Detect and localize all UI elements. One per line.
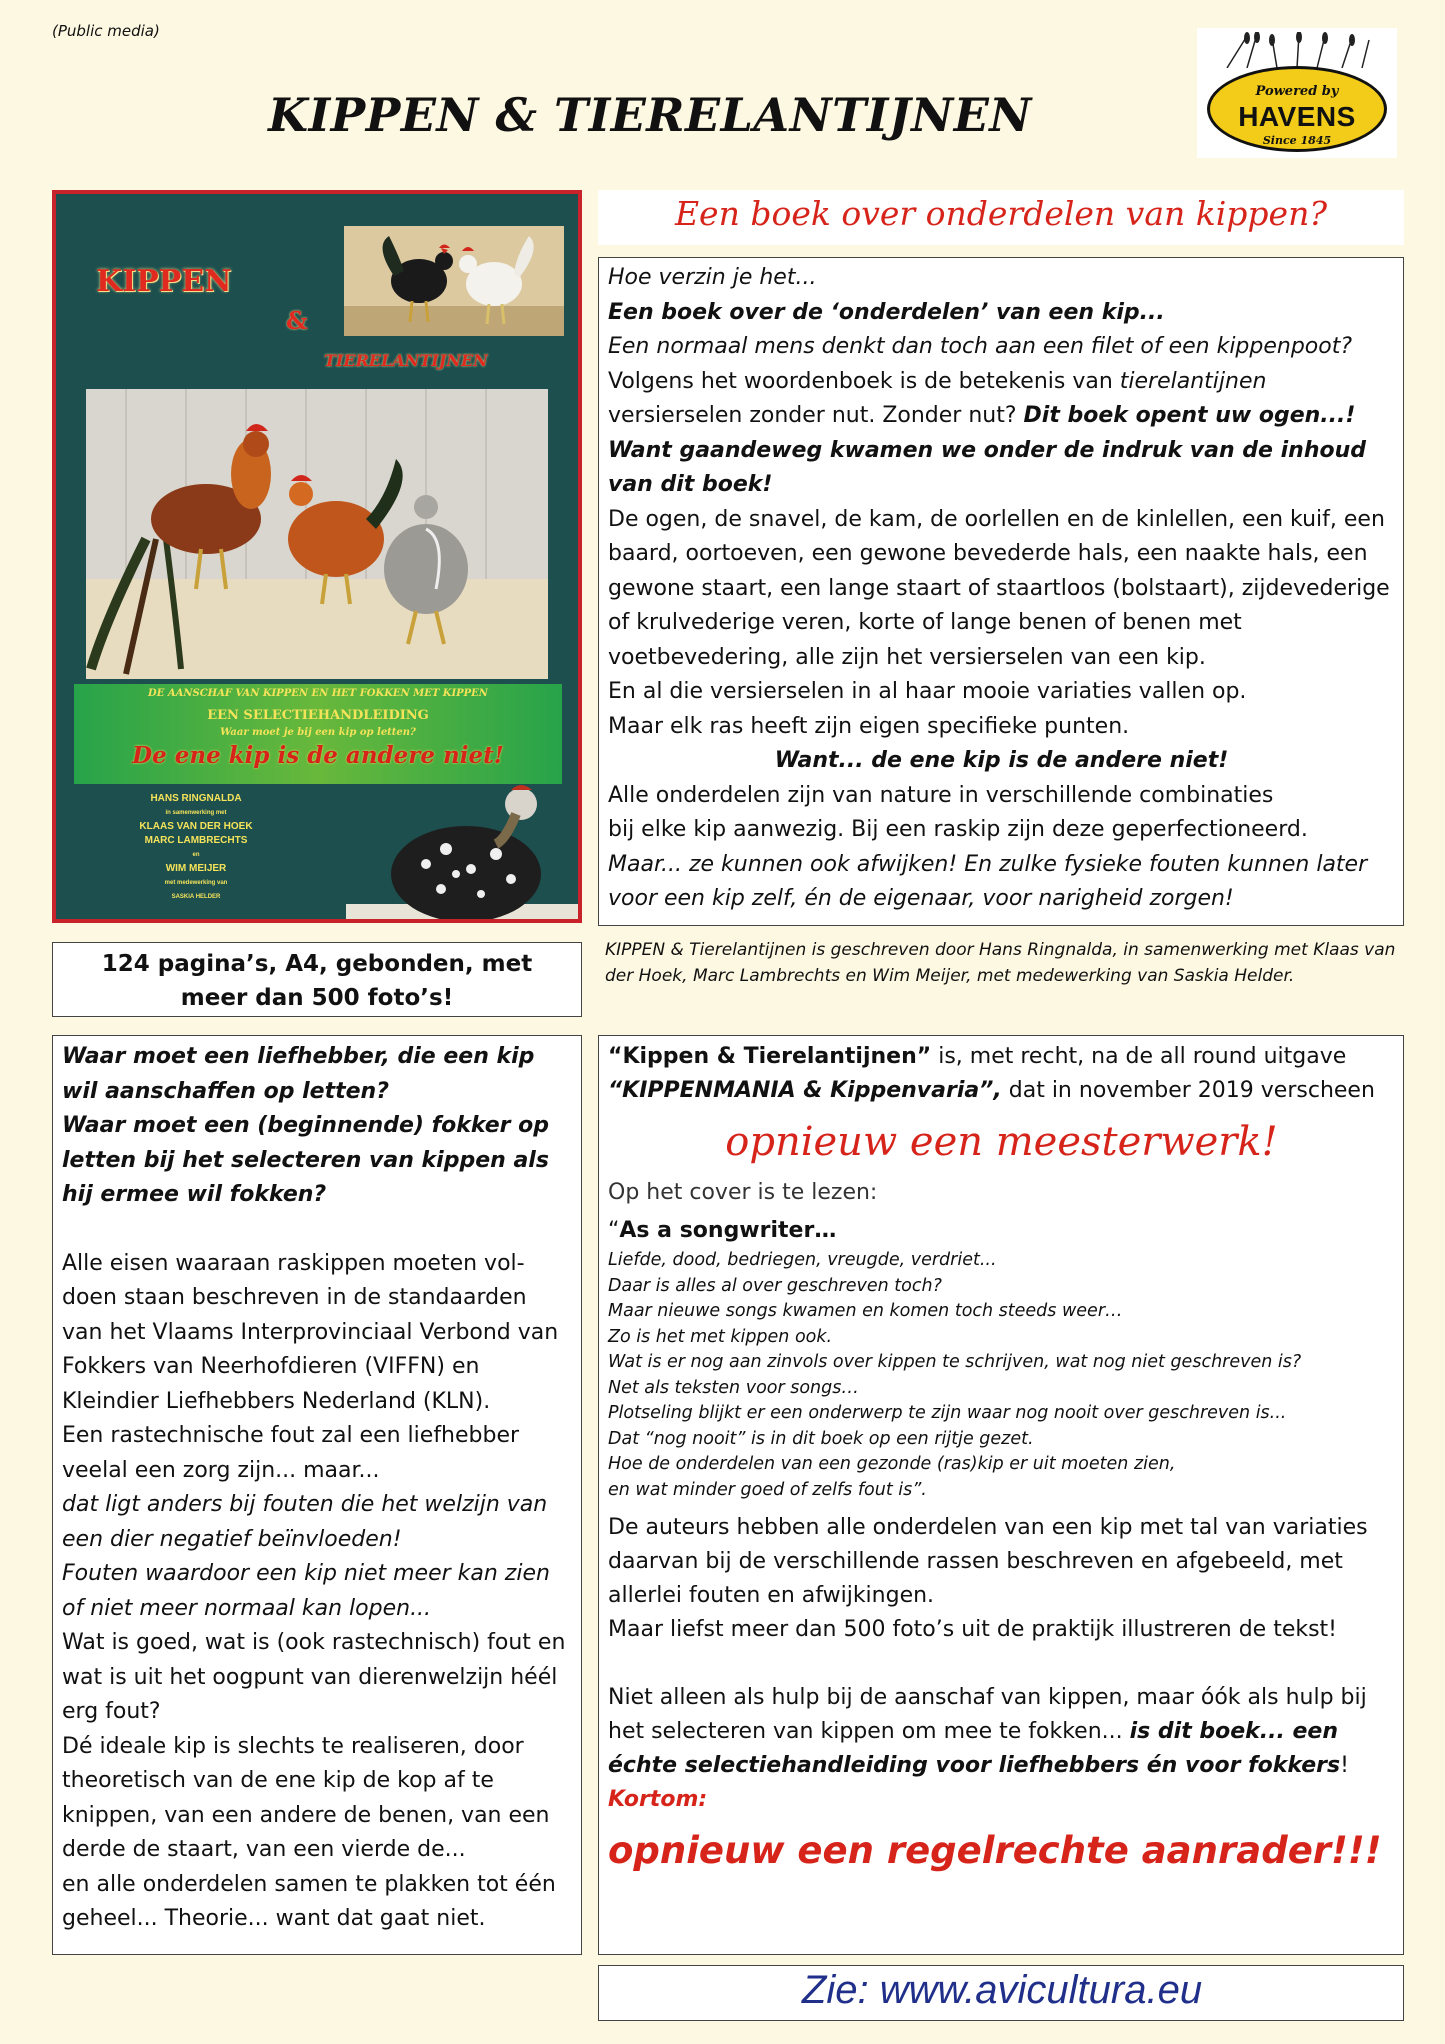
cover-author-line: met medewerking van (164, 880, 228, 886)
review-line-2b: dat in november 2019 verscheen (1001, 1078, 1375, 1103)
cover-banner-line-4: De ene kip is de andere niet! (132, 742, 504, 769)
caption-line-2: meer dan 500 foto’s! (180, 985, 454, 1011)
page-title: KIPPEN & TIERELANTIJNEN (268, 88, 1032, 142)
intro-line-3: Een normaal mens denkt dan toch aan een filet of een kippenpoot? (608, 334, 1353, 359)
cover-banner-line-2: EEN SELECTIEHANDLEIDING (207, 708, 429, 723)
question-paragraph-6: Dé ideale kip is slechts te realiseren, door theoretisch van de ene kip de kop af te knippen, van een andere de benen, van een derde de staart, van een vierde de... (62, 1733, 550, 1862)
intro-box (598, 257, 1404, 926)
song-line: Plotseling blijkt er een onderwerp te zijn waar nog nooit over geschreven is... (608, 1403, 1287, 1423)
song-line: Wat is er nog aan zinvols over kippen te schrijven, wat nog niet geschreven is? (608, 1352, 1302, 1372)
logo-since: Since 1845 (1262, 134, 1332, 147)
review-line-1a: “Kippen & Tierelantijnen” (608, 1044, 932, 1069)
credits-text: KIPPEN & Tierelantijnen is geschreven door Hans Ringnalda, in samenwerking met Klaas van der Hoek, Marc Lambrechts en Wim Meijer, met medewerking van Saskia Helder. (605, 940, 1396, 986)
cover-banner-line-1: DE AANSCHAF VAN KIPPEN EN HET FOKKEN MET KIPPEN (148, 688, 488, 699)
review-line-2a: “KIPPENMANIA & Kippenvaria”, (608, 1078, 1002, 1103)
intro-line-5 (608, 399, 1395, 434)
intro-line-5b: Dit boek opent uw ogen...! (1023, 403, 1356, 428)
song-line: Maar nieuwe songs kwamen en komen toch steeds weer… (608, 1301, 1123, 1321)
intro-line-1: Hoe verzin je het... (608, 265, 817, 290)
songwriter-text: As a songwriter… (619, 1218, 837, 1243)
cover-subtitle: TIERELANTIJNEN (324, 351, 488, 370)
book-cover (52, 190, 582, 923)
website-box (598, 1965, 1404, 2021)
song-line: Net als teksten voor songs… (608, 1377, 859, 1398)
website-link[interactable]: Zie: www.avicultura.eu (801, 1968, 1203, 2012)
book-heading: Een boek over onderdelen van kippen? (674, 194, 1328, 233)
intro-paragraph-6a: Alle onderdelen zijn van nature in verschillende combinaties (608, 782, 1274, 808)
question-paragraph-5: Wat is goed, wat is (ook rastechnisch) fout en wat is uit het oogpunt van dierenwelzijn héél erg fout? (62, 1630, 566, 1724)
question-paragraph-1: Alle eisen waaraan raskippen moeten vol-doen staan beschreven in de standaarden van het Vlaams Interprovinciaal Verbond van Fokkers van Neerhofdieren (VIFFN) en Kleindier Liefhebbers Nederland (KLN). (62, 1250, 559, 1414)
review-paragraph-3c: ! (1340, 1753, 1349, 1778)
cover-chickens-photo (86, 389, 548, 679)
cover-author-line: MARC LAMBRECHTS (144, 835, 248, 846)
intro-paragraph-7: Maar... ze kunnen ook afwijken! En zulke fysieke fouten kunnen later voor een kip zelf, én de eigenaar, voor narigheid zorgen! (608, 851, 1368, 911)
intro-line-4b: tierelantijnen (1119, 368, 1267, 394)
review-box (598, 1035, 1404, 1955)
intro-paragraph-6b: bij elke kip aanwezig. Bij een raskip zijn deze geperfectioneerd. (608, 817, 1308, 842)
cover-authors (86, 792, 306, 904)
intro-paragraph-3: En al die versierselen in al haar mooie variaties vallen op. (608, 679, 1247, 704)
review-paragraph-1: De auteurs hebben alle onderdelen van een kip met tal van variaties daarvan bij de verschillende rassen beschreven en afgebeeld, met allerlei fouten en afwijkingen. (608, 1515, 1368, 1608)
review-paragraph-3b: is dit boek... een échte selectiehandleiding voor liefhebbers én voor fokkers (608, 1719, 1341, 1778)
havens-logo (1197, 28, 1397, 158)
public-media-label: (Public media) (52, 22, 160, 40)
song-line: en wat minder goed of zelfs fout is”. (608, 1479, 927, 1500)
cover-hen-photo (346, 754, 582, 923)
caption-box (52, 942, 582, 1017)
cover-author-line: in samenwerking met (165, 810, 227, 816)
cover-author-line: SASKIA HELDER (171, 894, 221, 900)
on-cover-label: Op het cover is te lezen: (608, 1180, 878, 1205)
intro-line-4 (608, 365, 1395, 400)
song-line: Daar is alles al over geschreven toch? (608, 1275, 942, 1296)
aanrader-heading: opnieuw een regelrechte aanrader!!! (608, 1829, 1382, 1872)
cover-title: KIPPEN (96, 264, 232, 299)
song-line: Liefde, dood, bedriegen, vreugde, verdriet... (608, 1250, 997, 1270)
cover-author-line: en (192, 852, 200, 858)
intro-line-4a: Volgens het woordenboek is de betekenis van (608, 368, 1120, 394)
intro-paragraph-4: Maar elk ras heeft zijn eigen specifieke punten. (608, 713, 1130, 739)
spacer (62, 1213, 573, 1247)
intro-line-2: Een boek over de ‘onderdelen’ van een kip... (608, 299, 1165, 325)
song-line: Zo is het met kippen ook. (608, 1326, 833, 1347)
cover-ampersand: & (286, 306, 308, 335)
songwriter-quote: “ (608, 1218, 620, 1243)
question-paragraph-2: Een rastechnische fout zal een liefhebber veelal een zorg zijn... maar... (62, 1423, 520, 1483)
question-1: Waar moet een liefhebber, die een kip wil aanschaffen op letten? (62, 1044, 535, 1104)
review-line-1b: is, met recht, na de all round uitgave (931, 1044, 1347, 1069)
heading-box (598, 190, 1404, 245)
songwriter-title (608, 1214, 1395, 1248)
intro-paragraph-5: Want... de ene kip is de andere niet! (774, 748, 1229, 773)
intro-line-5a: versierselen zonder nut. Zonder nut? (608, 403, 1024, 428)
review-line-2 (608, 1074, 1395, 1108)
meesterwerk-heading: opnieuw een meesterwerk! (725, 1119, 1278, 1165)
kortom-label: Kortom: (608, 1787, 708, 1812)
question-box (52, 1035, 582, 1955)
question-paragraph-7: en alle onderdelen samen te plakken tot één geheel... Theorie... want dat gaat niet. (62, 1871, 556, 1931)
cover-author-line: KLAAS VAN DER HOEK (139, 821, 253, 832)
spacer (608, 1647, 1395, 1681)
review-paragraph-3a: Niet alleen als hulp bij de aanschaf van kippen, maar óók als hulp bij het selecteren van kippen om mee te fokken... (608, 1685, 1367, 1744)
question-paragraph-4: Fouten waardoor een kip niet meer kan zien of niet meer normaal kan lopen... (62, 1561, 550, 1621)
song-line: Hoe de onderdelen van een gezonde (ras)kip er uit moeten zien, (608, 1454, 1176, 1474)
cover-roosters-photo (344, 226, 564, 336)
review-paragraph-2: Maar liefst meer dan 500 foto’s uit de praktijk illustreren de tekst! (608, 1617, 1337, 1642)
review-line-1 (608, 1040, 1395, 1074)
intro-paragraph-2: De ogen, de snavel, de kam, de oorlellen en de kinlellen, een kuif, een baard, oortoeven, een gewone bevederde hals, een naakte hals, een gewone staart, een lange staart of staartloos (bolstaart), zijdevederige of krulvederige veren, korte of lange benen of benen met voetbevedering, alle zijn het versierselen van een kip. (608, 506, 1390, 670)
question-2: Waar moet een (beginnende) fokker op letten bij het selecteren van kippen als hij ermee wil fokken? (62, 1113, 550, 1207)
intro-line-6: Want gaandeweg kwamen we onder de indruk van de inhoud van dit boek! (608, 437, 1367, 497)
wheat-sprigs-icon (1217, 32, 1377, 68)
logo-powered-by: Powered by (1255, 84, 1339, 99)
cover-author-line: WIM MEIJER (165, 863, 227, 874)
cover-author-line: HANS RINGNALDA (150, 793, 242, 804)
song-lines (608, 1248, 1395, 1503)
question-paragraph-3: dat ligt anders bij fouten die het welzijn van een dier negatief beïnvloeden! (62, 1492, 548, 1552)
song-line: Dat “nog nooit” is in dit boek op een rijtje gezet. (608, 1428, 1034, 1449)
review-paragraph-3 (608, 1681, 1395, 1783)
caption-line-1: 124 pagina’s, A4, gebonden, met (101, 951, 533, 977)
cover-banner-line-3: Waar moet je bij een kip op letten? (220, 727, 416, 738)
logo-brand: HAVENS (1238, 101, 1356, 132)
